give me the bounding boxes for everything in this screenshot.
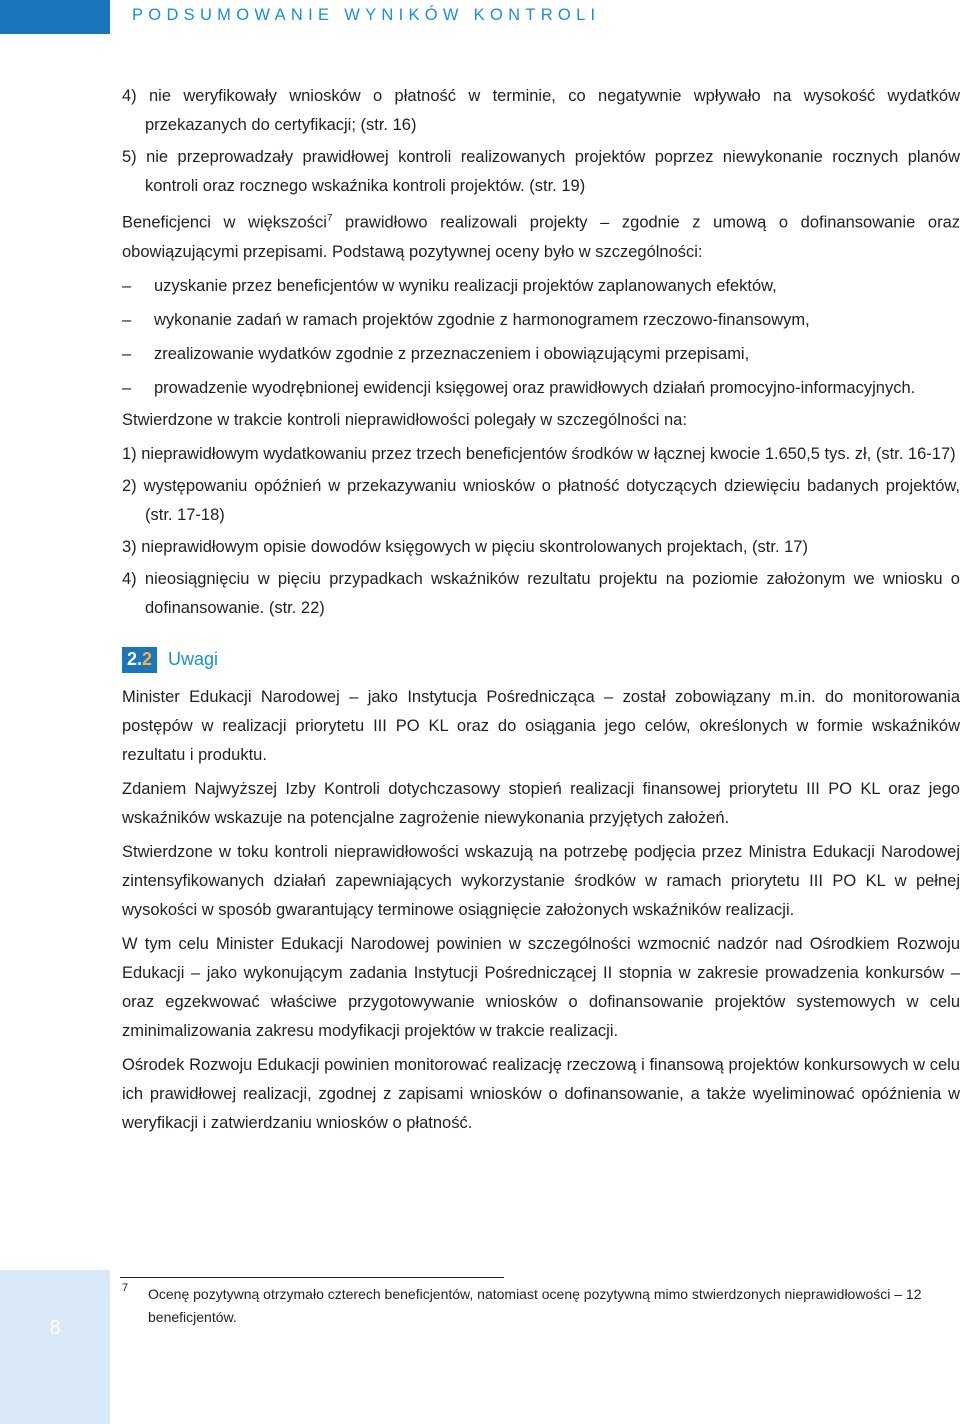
dash-list-item: [122, 306, 960, 335]
footer-color-bar: [0, 1270, 110, 1424]
finding-item-4: 4) nie weryfikowały wniosków o płatność w terminie, co negatywnie wpływało na wysokość wydatków przekazanych do certyfikacji; (str. 16): [122, 87, 960, 134]
section-number-sub: 2: [142, 649, 153, 669]
irregularity-item-3: 3) nieprawidłowym opisie dowodów księgowych w pięciu skontrolowanych projektach, (str. 17): [122, 537, 808, 556]
dash-item-text: prowadzenie wyodrębnionej ewidencji księgowej oraz prawidłowych działań promocyjno-informacyjnych.: [154, 378, 916, 397]
section-number-main: 2.: [127, 649, 143, 669]
uwagi-paragraph-5: Ośrodek Rozwoju Edukacji powinien monitorować realizację rzeczową i finansową projektów konkursowych w celu ich prawidłowej realizacji, zgodnej z zapisami wniosków o dofinansowanie, a także wyeliminować opóźnienia w weryfikacji i zatwierdzaniu wniosków o płatność.: [122, 1055, 960, 1132]
footnote-divider: [120, 1277, 504, 1278]
section-title: Uwagi: [168, 649, 219, 669]
dash-list-item: [122, 374, 960, 403]
uwagi-paragraph-4: W tym celu Minister Edukacji Narodowej powinien w szczególności wzmocnić nadzór nad Ośrodkiem Rozwoju Edukacji – jako wykonującym zadania Instytucji Pośredniczącej II stopnia w zakresie prowadzenia konkursów – oraz egzekwować właściwe przygotowywanie wniosków o dofinansowanie projektów systemowych w celu zminimalizowania zakresu modyfikacji projektów w trakcie realizacji.: [122, 934, 960, 1040]
dash-list-item: [122, 340, 960, 369]
footnote-text: Ocenę pozytywną otrzymało czterech beneficjentów, natomiast ocenę pozytywną mimo stwierdzonych nieprawidłowości – 12 beneficjentów.: [148, 1286, 922, 1325]
finding-item-5: 5) nie przeprowadzały prawidłowej kontroli realizowanych projektów poprzez niewykonanie rocznych planów kontroli oraz rocznego wskaźnika kontroli projektów. (str. 19): [122, 148, 960, 195]
uwagi-paragraph-1: Minister Edukacji Narodowej – jako Instytucja Pośrednicząca – został zobowiązany m.in. do monitorowania postępów w realizacji priorytetu III PO KL oraz do osiągania jego celów, określonych w formie wskaźników rezultatu i produktu.: [122, 687, 960, 764]
dash-bullet: –: [122, 344, 132, 363]
beneficjenci-paragraph: [122, 204, 960, 267]
dash-item-text: wykonanie zadań w ramach projektów zgodnie z harmonogramem rzeczowo-finansowym,: [154, 310, 810, 329]
dash-bullet: –: [122, 276, 132, 295]
footnote-mark: 7: [122, 1282, 129, 1294]
irregularity-item-4: 4) nieosiągnięciu w pięciu przypadkach wskaźników rezultatu projektu na poziomie założonym we wniosku o dofinansowanie. (str. 22): [122, 569, 960, 617]
irregularities-intro: Stwierdzone w trakcie kontroli nieprawidłowości polegały w szczególności na:: [122, 410, 687, 429]
beneficjenci-text-start: Beneficjenci w większości: [122, 213, 327, 232]
section-heading: [122, 647, 960, 673]
irregularity-item-1: 1) nieprawidłowym wydatkowaniu przez trzech beneficjentów środków w łącznej kwocie 1.650,5 tys. zł, (str. 16-17): [122, 444, 956, 463]
header-color-bar: [0, 0, 110, 34]
page-number: 8: [49, 1317, 61, 1339]
uwagi-paragraph-3: Stwierdzone w toku kontroli nieprawidłowości wskazują na potrzebę podjęcia przez Ministra Edukacji Narodowej zintensyfikowanych działań zapewniających wykorzystanie środków w ramach priorytetu III PO KL w pełnej wysokości w sposób gwarantujący terminowe osiągnięcie założonych wskaźników realizacji.: [122, 842, 960, 919]
page-content: [122, 82, 960, 1138]
irregularity-item-2: 2) występowaniu opóźnień w przekazywaniu wniosków o płatność dotyczących dziewięciu badanych projektów, (str. 17-18): [122, 476, 960, 524]
dash-item-text: zrealizowanie wydatków zgodnie z przeznaczeniem i obowiązującymi przepisami,: [154, 344, 750, 363]
uwagi-paragraph-2: Zdaniem Najwyższej Izby Kontroli dotychczasowy stopień realizacji finansowej priorytetu III PO KL oraz jego wskaźników wskazuje na potencjalne zagrożenie niewykonania przyjętych założeń.: [122, 779, 960, 827]
dash-list-item: [122, 272, 960, 301]
beneficjenci-text-end: prawidłowo realizowali projekty – zgodnie z umową o dofinansowanie oraz obowiązującymi przepisami. Podstawą pozytywnej oceny było w szczególności:: [122, 213, 960, 261]
dash-item-text: uzyskanie przez beneficjentów w wyniku realizacji projektów zaplanowanych efektów,: [154, 276, 777, 295]
footnote-ref-7: 7: [326, 213, 333, 224]
running-header-title: PODSUMOWANIE WYNIKÓW KONTROLI: [132, 6, 601, 24]
dash-bullet: –: [122, 310, 132, 329]
section-number: [122, 647, 157, 673]
dash-bullet: –: [122, 378, 132, 397]
